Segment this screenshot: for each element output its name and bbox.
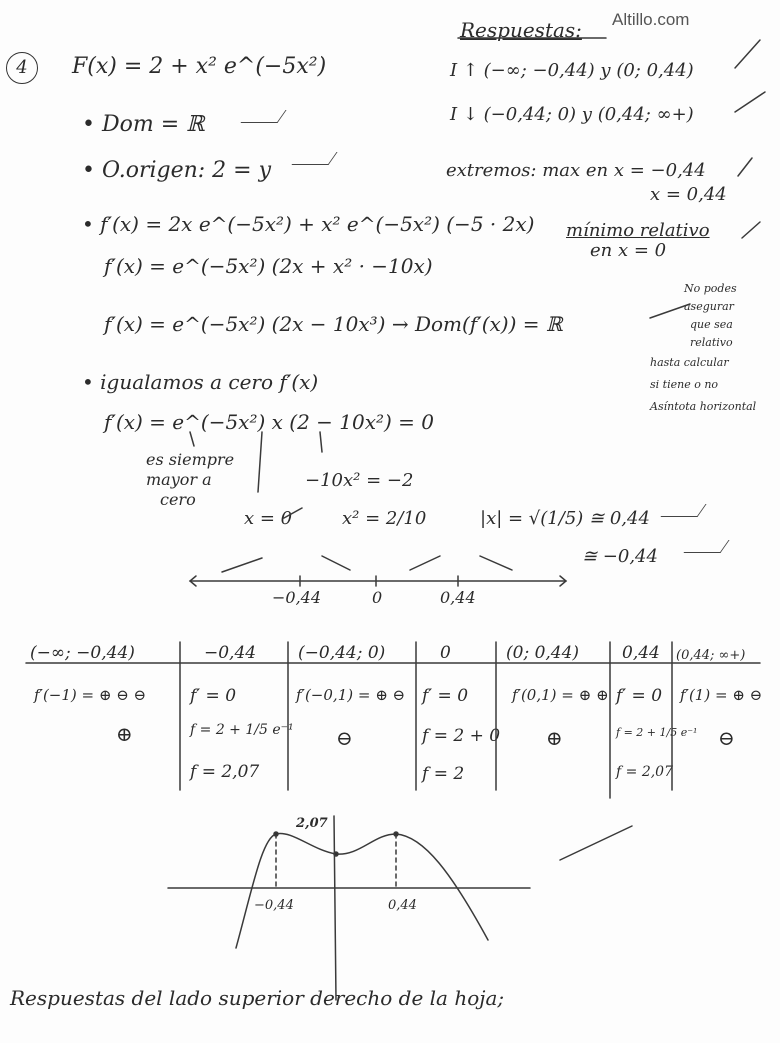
side-note-3: que sea bbox=[690, 318, 733, 331]
graph-x-label-pos: 0,44 bbox=[388, 898, 417, 913]
graph-point bbox=[394, 832, 398, 836]
footer-note: Respuestas del lado superior derecho de la hoja; bbox=[10, 986, 505, 1010]
graph-point bbox=[274, 832, 278, 836]
note-greater: mayor a bbox=[146, 470, 212, 489]
check-mark bbox=[284, 508, 302, 518]
table-cell: f′(0,1) = ⊕ ⊕ bbox=[512, 686, 609, 704]
table-cell: ⊕ bbox=[116, 722, 133, 746]
table-cell: f′ = 0 bbox=[422, 686, 469, 706]
table-cell: f = 2 + 1/5 e⁻¹ bbox=[616, 726, 698, 739]
table-cell: ⊖ bbox=[718, 726, 735, 750]
table-cell: f′ = 0 bbox=[616, 686, 663, 706]
arrow bbox=[320, 432, 322, 452]
check-mark bbox=[735, 40, 760, 68]
answer-extremes-2: x = 0,44 bbox=[650, 184, 727, 205]
table-cell: f′(1) = ⊕ ⊖ bbox=[680, 686, 763, 704]
answer-decreasing: I ↓ (−0,44; 0) y (0,44; ∞+) bbox=[450, 104, 694, 125]
table-cell: ⊖ bbox=[336, 726, 353, 750]
table-header: (0; 0,44) bbox=[506, 643, 580, 663]
equation-line: f′(x) = e^(−5x²) x (2 − 10x²) = 0 bbox=[104, 410, 435, 434]
root-zero: x = 0 bbox=[244, 508, 293, 529]
derivative-line-2: f′(x) = e^(−5x²) (2x + x² · −10x) bbox=[104, 254, 433, 278]
check-mark bbox=[560, 826, 632, 860]
function-definition: F(x) = 2 + x² e^(−5x²) bbox=[72, 54, 327, 79]
table-cell: f = 2,07 bbox=[616, 764, 673, 780]
check-mark bbox=[650, 304, 690, 318]
side-note-1: No podes bbox=[684, 282, 737, 295]
derivative-line-3: f′(x) = e^(−5x²) (2x − 10x³) → Dom(f′(x)) = ℝ bbox=[104, 312, 563, 336]
answers-title: Respuestas: bbox=[460, 18, 582, 42]
problem-number: 4 bbox=[6, 52, 38, 84]
derivative-line-1: • f′(x) = 2x e^(−5x²) + x² e^(−5x²) (−5 · 2x) bbox=[82, 212, 535, 236]
equation-line-2: −10x² = −2 bbox=[305, 470, 414, 491]
table-cell: f = 2 bbox=[422, 764, 465, 784]
side-note-6: si tiene o no bbox=[650, 378, 719, 391]
side-note-7: Asíntota horizontal bbox=[650, 400, 757, 413]
increase-arrow bbox=[222, 558, 262, 572]
numberline-label-neg: −0,44 bbox=[272, 588, 322, 607]
answer-minimum: mínimo relativo bbox=[566, 220, 710, 241]
decrease-arrow bbox=[322, 556, 350, 570]
table-header: (0,44; ∞+) bbox=[676, 648, 746, 663]
table-cell: f′(−0,1) = ⊕ ⊖ bbox=[296, 686, 406, 704]
table-cell: f = 2 + 0 bbox=[422, 726, 501, 746]
equate-line: • igualamos a cero f′(x) bbox=[82, 370, 319, 394]
graph-curve bbox=[236, 833, 488, 948]
graph-point bbox=[334, 852, 338, 856]
numberline-label-zero: 0 bbox=[372, 588, 383, 607]
domain-line: • Dom = ℝ bbox=[82, 112, 205, 137]
check-mark bbox=[742, 222, 760, 238]
origin-line: • O.origen: 2 = y bbox=[82, 158, 272, 183]
answer-minimum-2: en x = 0 bbox=[590, 240, 667, 261]
answer-extremes: extremos: max en x = −0,44 bbox=[446, 160, 706, 181]
increase-arrow bbox=[410, 556, 440, 570]
graph-x-label-neg: −0,44 bbox=[254, 898, 294, 913]
table-cell: f′(−1) = ⊕ ⊖ ⊖ bbox=[34, 686, 147, 704]
table-header: (−∞; −0,44) bbox=[30, 643, 135, 663]
watermark: Altillo.com bbox=[612, 10, 690, 29]
arrow bbox=[258, 432, 262, 492]
graph-peak-label: 2,07 bbox=[296, 816, 328, 831]
abs-x-line: |x| = √(1/5) ≅ 0,44 bbox=[480, 508, 650, 529]
table-header: (−0,44; 0) bbox=[298, 643, 386, 663]
check-mark bbox=[735, 92, 765, 112]
table-header: 0 bbox=[440, 643, 451, 663]
note-zero: cero bbox=[160, 490, 196, 509]
answer-increasing: I ↑ (−∞; −0,44) y (0; 0,44) bbox=[450, 60, 694, 81]
side-note-5: hasta calcular bbox=[650, 356, 729, 369]
table-header: −0,44 bbox=[204, 643, 257, 663]
arrow bbox=[190, 432, 194, 446]
x-squared-line: x² = 2/10 bbox=[342, 508, 427, 529]
neg-root-line: ≅ −0,44 bbox=[582, 546, 658, 567]
table-cell: f = 2,07 bbox=[190, 762, 260, 782]
graph-y-axis bbox=[334, 816, 336, 1000]
note-always: es siempre bbox=[146, 450, 235, 469]
side-note-4: relativo bbox=[690, 336, 733, 349]
decrease-arrow bbox=[480, 556, 512, 570]
table-cell: f′ = 0 bbox=[190, 686, 237, 706]
table-cell: ⊕ bbox=[546, 726, 563, 750]
numberline-label-pos: 0,44 bbox=[440, 588, 476, 607]
table-cell: f = 2 + 1/5 e⁻¹ bbox=[190, 722, 294, 738]
side-note-2: asegurar bbox=[684, 300, 734, 313]
table-header: 0,44 bbox=[622, 643, 660, 663]
check-mark bbox=[738, 158, 752, 176]
